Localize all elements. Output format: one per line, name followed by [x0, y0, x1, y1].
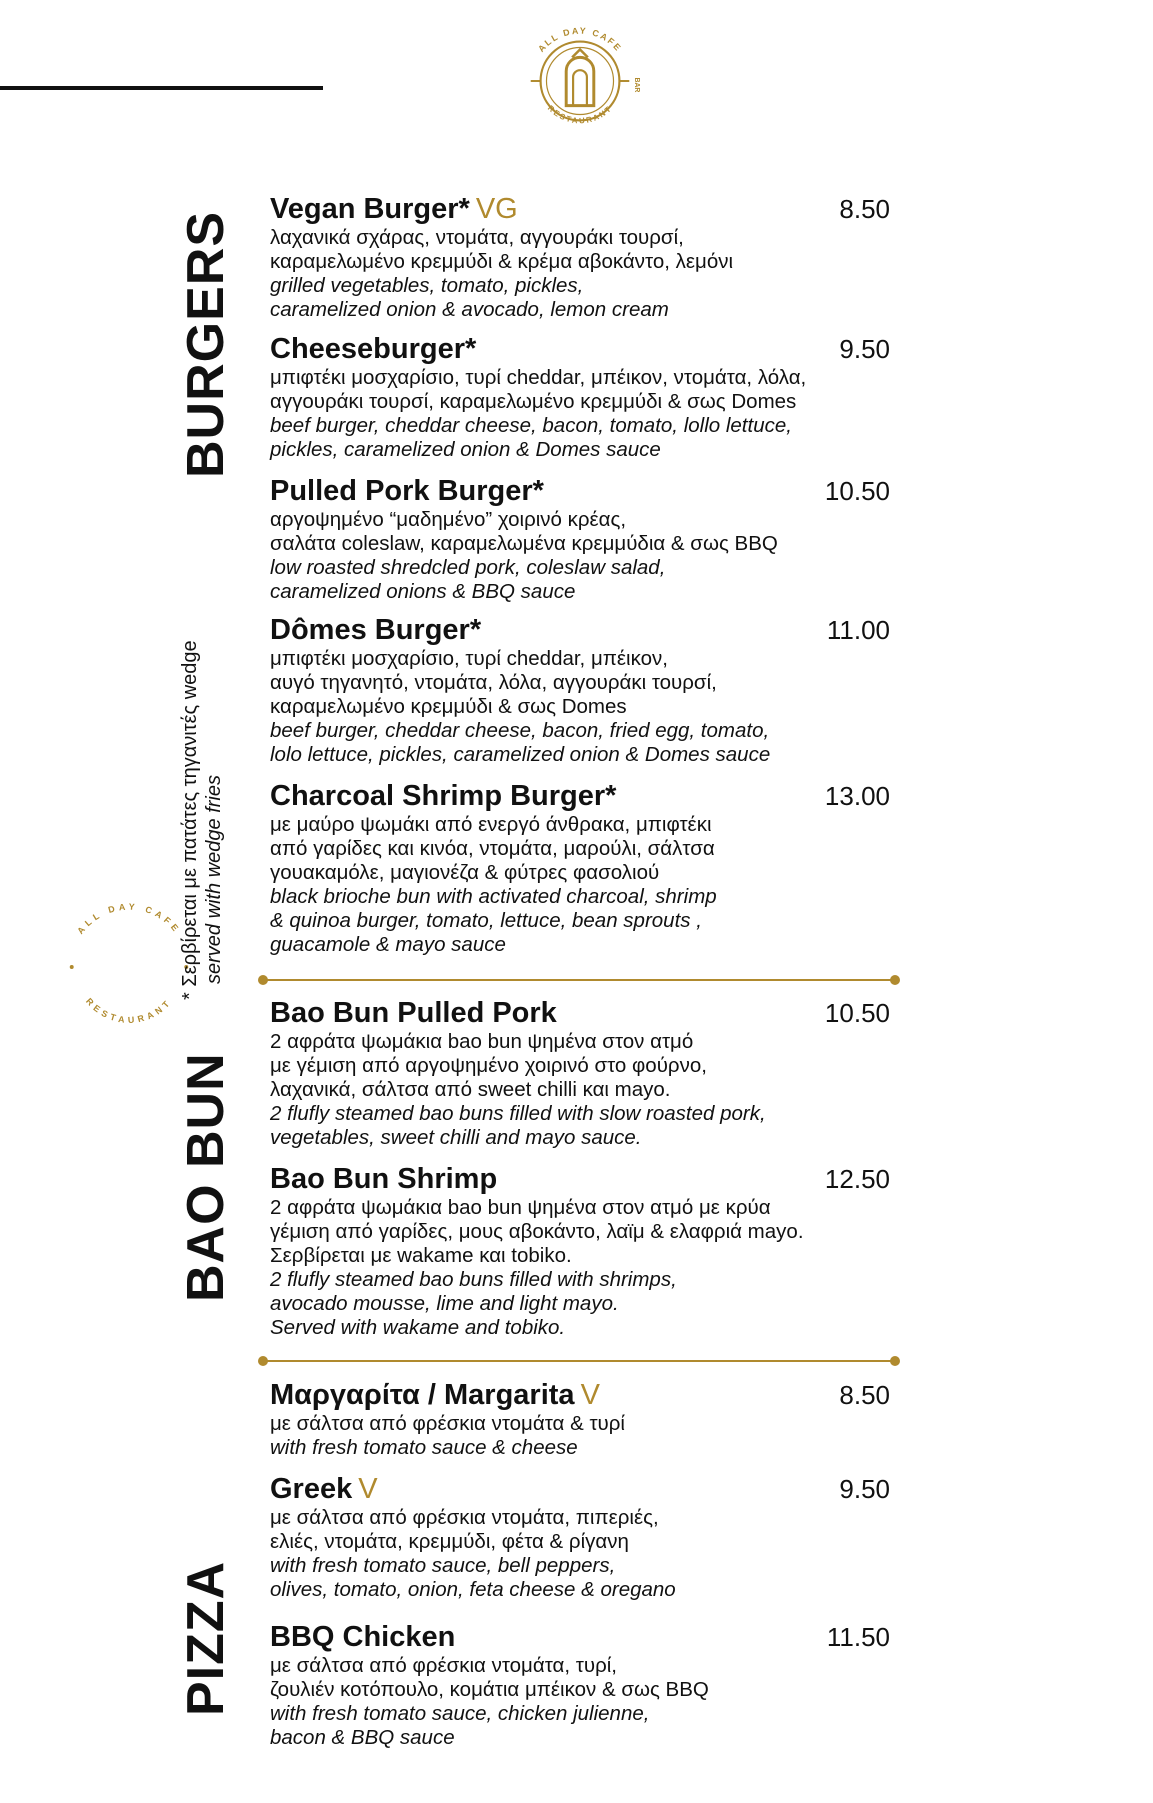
item-desc-english: caramelized onion & avocado, lemon cream: [270, 298, 669, 321]
item-desc-greek: μπιφτέκι μοσχαρίσιο, τυρί cheddar, μπέικον, ντομάτα, λόλα,: [270, 366, 807, 389]
item-price: 13.00: [824, 781, 890, 811]
item-desc-english: 2 flufly steamed bao buns filled with slow roasted pork,: [270, 1102, 766, 1125]
item-desc-greek: ζουλιέν κοτόπουλο, κομάτια μπέικον & σως BBQ: [270, 1678, 709, 1701]
item-desc-greek: καραμελωμένο κρεμμύδι & κρέμα αβοκάντο, λεμόνι: [270, 250, 734, 273]
item-desc-english: 2 flufly steamed bao buns filled with shrimps,: [270, 1268, 677, 1291]
item-desc-greek: 2 αφράτα ψωμάκια bao bun ψημένα στον ατμό: [270, 1030, 694, 1053]
side-logo-bottom-text: RESTAURANT: [84, 996, 174, 1026]
item-desc-english: Served with wakame and tobiko.: [270, 1316, 566, 1339]
logo-bottom-text: RESTAURANT: [545, 103, 615, 126]
menu-item: [270, 474, 890, 604]
logo-top-text: ALL DAY CAFE: [536, 25, 624, 54]
menu-item: [270, 996, 890, 1150]
item-desc-greek: αυγό τηγανητό, ντομάτα, λόλα, αγγουράκι τουρσί,: [270, 671, 717, 694]
menu-item: [270, 779, 890, 957]
item-desc-greek: λαχανικά σχάρας, ντομάτα, αγγουράκι τουρσί,: [270, 226, 684, 249]
item-desc-english: caramelized onions & BBQ sauce: [270, 580, 576, 603]
item-desc-greek: καραμελωμένο κρεμμύδι & σως Domes: [270, 695, 627, 718]
item-name: Cheeseburger*: [270, 333, 477, 365]
svg-text:ALL DAY CAFE: [75, 902, 183, 936]
item-desc-greek: γουακαμόλε, μαγιονέζα & φύτρες φασολιού: [270, 861, 660, 884]
menu-item: [270, 1620, 890, 1750]
section-title-pizza: PIZZA: [177, 1560, 235, 1716]
item-desc-greek: σαλάτα coleslaw, καραμελωμένα κρεμμύδια & σως BBQ: [270, 532, 778, 555]
item-desc-english: lolo lettuce, pickles, caramelized onion & Domes sauce: [270, 743, 771, 766]
item-desc-greek: από γαρίδες και κινόα, ντομάτα, μαρούλι, σάλτσα: [270, 837, 715, 860]
item-desc-greek: με γέμιση από αργοψημένο χοιρινό στο φούρνο,: [270, 1054, 707, 1077]
item-price: 9.50: [839, 1474, 890, 1504]
menu-item: [270, 613, 890, 767]
item-desc-english: guacamole & mayo sauce: [270, 933, 506, 956]
item-desc-english: avocado mousse, lime and light mayo.: [270, 1292, 619, 1315]
item-name: Charcoal Shrimp Burger*: [270, 780, 617, 812]
item-price: 10.50: [824, 998, 890, 1028]
wedge-fries-note: [178, 640, 226, 1000]
item-price: 10.50: [824, 476, 890, 506]
item-name: Dômes Burger*: [270, 614, 482, 646]
vegetarian-badge: V: [358, 1473, 378, 1505]
item-price: 11.00: [826, 615, 890, 645]
item-desc-english: with fresh tomato sauce, chicken julienne,: [270, 1702, 650, 1725]
item-desc-greek: γέμιση από γαρίδες, μους αβοκάντο, λαϊμ & ελαφριά mayo.: [270, 1220, 804, 1243]
item-desc-greek: με σάλτσα από φρέσκια ντομάτα, τυρί,: [270, 1654, 617, 1677]
item-desc-english: with fresh tomato sauce & cheese: [270, 1436, 578, 1459]
vegan-badge: VG: [475, 193, 518, 225]
menu-item: [270, 1472, 890, 1602]
item-price: 9.50: [839, 334, 890, 364]
menu-item: [270, 1162, 890, 1340]
item-desc-greek: με σάλτσα από φρέσκια ντομάτα, πιπεριές,: [270, 1506, 659, 1529]
item-desc-english: with fresh tomato sauce, bell peppers,: [270, 1554, 616, 1577]
svg-text:RESTAURANT: [84, 996, 174, 1025]
item-desc-greek: λαχανικά, σάλτσα από sweet chilli και mayo.: [270, 1078, 671, 1101]
item-desc-greek: με μαύρο ψωμάκι από ενεργό άνθρακα, μπιφτέκι: [270, 813, 712, 836]
section-divider: [262, 1360, 896, 1362]
item-desc-english: black brioche bun with activated charcoal, shrimp: [270, 885, 717, 908]
section-title-bao-bun: BAO BUN: [177, 1052, 235, 1302]
item-desc-greek: ελιές, ντομάτα, κρεμμύδι, φέτα & ρίγανη: [270, 1530, 629, 1553]
item-desc-english: vegetables, sweet chilli and mayo sauce.: [270, 1126, 642, 1149]
item-desc-english: olives, tomato, onion, feta cheese & oregano: [270, 1578, 676, 1601]
item-desc-greek: Σερβίρεται με wakame και tobiko.: [270, 1244, 572, 1267]
menu-item: [270, 192, 890, 322]
item-name: BBQ Chicken: [270, 1621, 456, 1653]
section-divider: [262, 979, 896, 981]
item-price: 8.50: [839, 194, 890, 224]
item-desc-greek: μπιφτέκι μοσχαρίσιο, τυρί cheddar, μπέικον,: [270, 647, 668, 670]
item-name: Pulled Pork Burger*: [270, 475, 544, 507]
item-desc-greek: 2 αφράτα ψωμάκια bao bun ψημένα στον ατμό με κρύα: [270, 1196, 771, 1219]
item-price: 11.50: [826, 1622, 890, 1652]
item-name: Greek: [270, 1473, 353, 1505]
menu-item: [270, 1378, 890, 1460]
domes-logo: [511, 12, 649, 150]
item-price: 8.50: [839, 1380, 890, 1410]
item-desc-greek: αργοψημένο “μαδημένο” χοιρινό κρέας,: [270, 508, 627, 531]
vegetarian-badge: V: [580, 1379, 600, 1411]
item-desc-greek: με σάλτσα από φρέσκια ντομάτα & τυρί: [270, 1412, 625, 1435]
item-desc-english: bacon & BBQ sauce: [270, 1726, 455, 1749]
logo-right-text: BAR: [633, 77, 641, 93]
item-desc-english: pickles, caramelized onion & Domes sauce: [270, 438, 661, 461]
item-name: Vegan Burger*: [270, 193, 470, 225]
menu-item: [270, 332, 890, 462]
item-desc-english: grilled vegetables, tomato, pickles,: [270, 274, 584, 297]
top-rule: [0, 86, 323, 90]
item-desc-greek: αγγουράκι τουρσί, καραμελωμένο κρεμμύδι & σως Domes: [270, 390, 797, 413]
item-price: 12.50: [824, 1164, 890, 1194]
item-name: Bao Bun Pulled Pork: [270, 997, 557, 1029]
item-name: Bao Bun Shrimp: [270, 1163, 498, 1195]
item-desc-english: low roasted shredcled pork, coleslaw salad,: [270, 556, 666, 579]
item-desc-english: & quinoa burger, tomato, lettuce, bean sprouts ,: [270, 909, 702, 932]
note-greek: * Σερβίρεται με πατάτες τηγανιτές wedge: [179, 640, 201, 1000]
item-name: Μαργαρίτα / Margarita: [270, 1379, 575, 1411]
section-title-burgers: BURGERS: [177, 210, 235, 478]
item-desc-english: beef burger, cheddar cheese, bacon, tomato, lollo lettuce,: [270, 414, 792, 437]
side-logo-top-text: ALL DAY CAFE: [75, 901, 183, 936]
note-english: served with wedge fries: [203, 775, 225, 984]
item-desc-english: beef burger, cheddar cheese, bacon, fried egg, tomato,: [270, 719, 770, 742]
